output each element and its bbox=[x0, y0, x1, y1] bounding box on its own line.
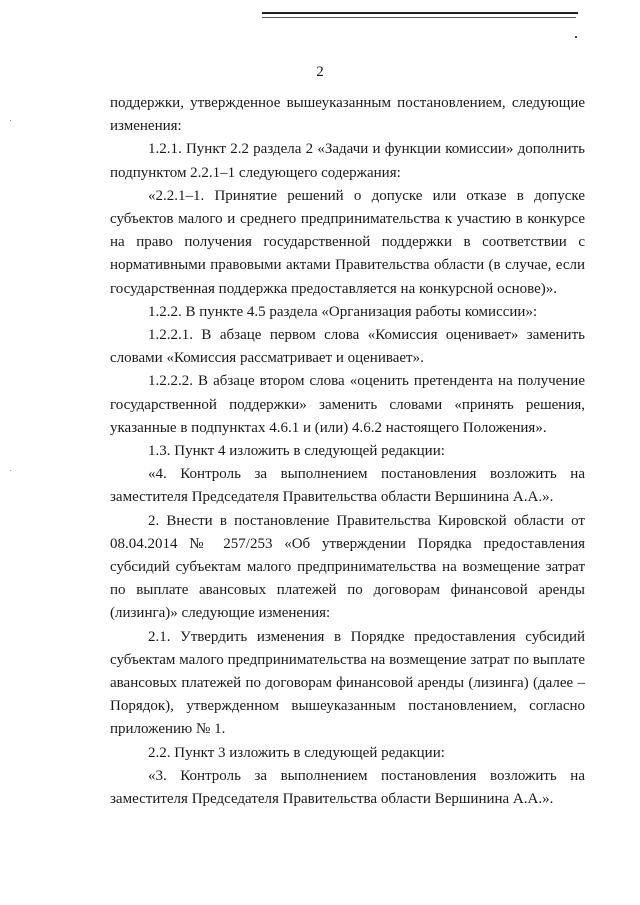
paragraph: 1.3. Пункт 4 изложить в следующей редакции: bbox=[148, 443, 445, 460]
paragraph: «3. Контроль за выполнением постановления возложить на заместителя Председателя Правительства области Вершинина А.А.». bbox=[110, 767, 585, 808]
scan-speck bbox=[575, 36, 577, 38]
paragraph: 1.2.2. В пункте 4.5 раздела «Организация работы комиссии»: bbox=[148, 303, 538, 320]
page-number: 2 bbox=[316, 64, 324, 80]
paragraph: 1.2.1. Пункт 2.2 раздела 2 «Задачи и функции комиссии» дополнить подпунктом 2.2.1–1 следующего содержания: bbox=[110, 141, 585, 181]
paragraph: 2.2. Пункт 3 изложить в следующей редакции: bbox=[148, 744, 445, 761]
paragraph: «4. Контроль за выполнением постановления возложить на заместителя Председателя Правительства области Вершинина А.А.». bbox=[110, 466, 585, 506]
header-rule bbox=[262, 12, 578, 14]
scan-speck bbox=[10, 120, 11, 121]
paragraph: 1.2.2.2. В абзаце втором слова «оценить претендента на получение государственной поддержки» заменить словами «принять решения, указанные в подпунктах 4.6.1 и (или) 4.6.2 настоящего Положения». bbox=[110, 373, 585, 436]
paragraph: 1.2.2.1. В абзаце первом слова «Комиссия оценивает» заменить словами «Комиссия рассматривает и оценивает». bbox=[110, 327, 585, 367]
header-rule-thin bbox=[262, 17, 576, 18]
paragraph: «2.2.1–1. Принятие решений о допуске или отказе в допуске субъектов малого и среднего предпринимательства к участию в конкурсе на право получения государственной поддержки в соответствии с нормативными правовыми актами Правительства области (в случае, если государственная поддержка предоставляется на конкурсной основе)». bbox=[110, 187, 585, 297]
document-body bbox=[110, 92, 585, 811]
paragraph: 2. Внести в постановление Правительства Кировской области от 08.04.2014 № 257/253 «Об утверждении Порядка предоставления субсидий субъектам малого предпринимательства на возмещение затрат по выплате авансовых платежей по договорам финансовой аренды (лизинга)» следующие изменения: bbox=[110, 512, 585, 622]
paragraph: 2.1. Утвердить изменения в Порядке предоставления субсидий субъектам малого предпринимательства на возмещение затрат по выплате авансовых платежей по договорам финансовой аренды (лизинга) (далее – Порядок), утвержденном вышеуказанным постановлением, согласно приложению № 1. bbox=[110, 628, 585, 738]
scan-speck bbox=[10, 470, 11, 471]
paragraph: поддержки, утвержденное вышеуказанным постановлением, следующие изменения: bbox=[110, 95, 585, 135]
